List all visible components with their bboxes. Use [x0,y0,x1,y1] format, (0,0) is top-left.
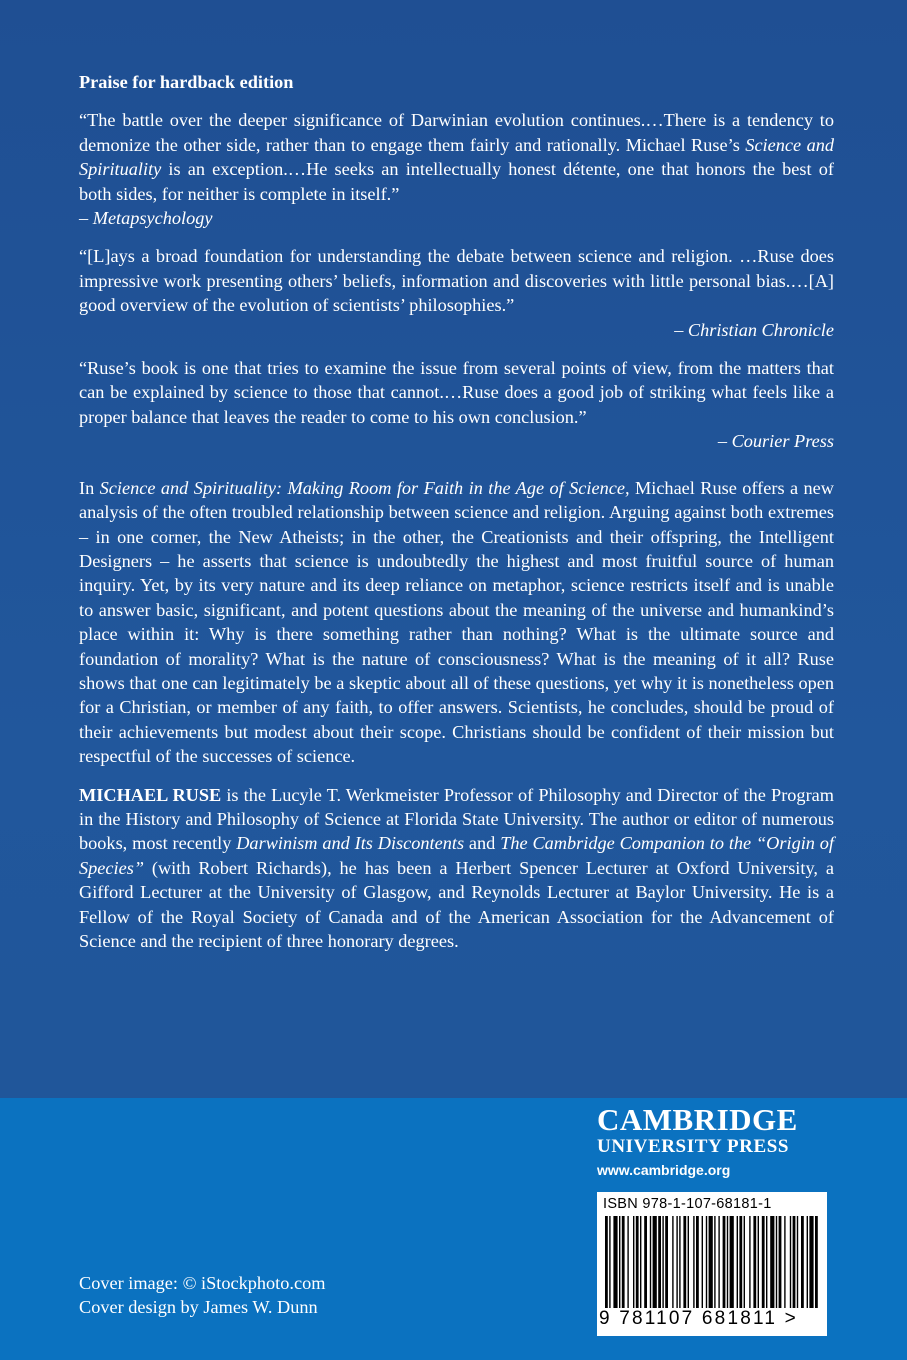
bio-part-3: (with Robert Richards), he has been a Herbert Spencer Lecturer at Oxford University, a Gifford Lecturer at the University of Glasgow, and Reynolds Lecturer at Baylor University. He is a Fellow of the Royal Society of Canada and of the American Association for the Advancement of Science and the recipient of three honorary degrees. [79,857,834,951]
quote-2-source: – Christian Chronicle [674,319,834,340]
quote-1-text-start: “The battle over the deeper significance of Darwinian evolution continues.…There is a tendency to demonize the other side, rather than to engage them fairly and rationally. Michael Ruse’s [79,110,834,155]
barcode-bars [603,1216,821,1310]
publisher-url: www.cambridge.org [597,1162,731,1178]
barcode-digits: 9 781107 681811 > [599,1308,798,1329]
publisher-logo [597,1104,827,1180]
quote-3-text: “Ruse’s book is one that tries to examine the issue from several points of view, from the matters that can be explained by science to those that cannot.…Ruse does a good job of striking what feels like a proper balance that leaves the reader to come to his own conclusion.” [79,358,834,427]
bio-book-1: Darwinism and Its Discontents [236,833,465,854]
back-cover-text [79,70,834,953]
quote-1-book-title: Science and Spirituality [79,134,835,180]
cover-image-credit: Cover image: © iStockphoto.com [79,1273,326,1293]
praise-quote-2 [79,244,834,342]
publisher-name: CAMBRIDGE [597,1102,798,1137]
cover-credits [79,1271,325,1320]
description-body: Michael Ruse offers a new analysis of the often troubled relationship between science and religion. Arguing against both extremes – in one corner, the New Atheists; in the other, the Creationists and their offspring, the Intelligent Designers – he asserts that science is undoubtedly the highest and most fruitful source of human inquiry. Yet, by its very nature and its deep reliance on metaphor, science restricts itself and is unable to answer basic, significant, and potent questions about the meaning of the universe and humankind’s place within it: Why is there something rather than nothing? What is the ultimate source and foundation of morality? What is the nature of consciousness? What is the meaning of it all? Ruse shows that one can legitimately be a skeptic about all of these questions, yet why it is nonetheless open for a Christian, or member of any faith, to offer answers. Scientists, he concludes, should be proud of their achievements but modest about their scope. Christians should be confident of their mission but respectful of the successes of science. [79,477,834,767]
bio-part-2: and [464,833,501,854]
isbn-label: ISBN 978-1-107-68181-1 [603,1196,772,1212]
cover-design-credit: Cover design by James W. Dunn [79,1297,318,1318]
author-bio [79,783,834,954]
quote-1-source: – Metapsychology [79,208,213,229]
quote-2-text: “[L]ays a broad foundation for understanding the debate between science and religion. …Ruse does impressive work presenting others’ beliefs, information and discoveries with little personal bias.…[A] good overview of the evolution of scientists’ philosophies.” [79,246,834,316]
barcode-box [597,1192,827,1336]
author-name: MICHAEL RUSE [79,784,222,805]
description-lead: In [79,477,100,498]
bio-part-1: is the Lucyle T. Werkmeister Professor of Philosophy and Director of the Program in the History and Philosophy of Science at Florida State University. The author or editor of numerous books, most recently [79,784,834,854]
praise-quote-3 [79,356,834,454]
praise-quote-1 [79,108,834,230]
quote-3-source: – Courier Press [717,431,834,452]
description-book-title: Science and Spirituality: Making Room for Faith in the Age of Science, [99,477,630,498]
book-description [79,476,834,769]
praise-heading: Praise for hardback edition [79,72,294,92]
quote-1-text-end: is an exception.…He seeks an intellectually honest détente, one that honors the best of both sides, for neither is complete in itself.” [79,159,834,204]
bio-book-2: The Cambridge Companion to the “Origin of Species” [79,833,834,878]
publisher-subname: UNIVERSITY PRESS [597,1136,790,1157]
